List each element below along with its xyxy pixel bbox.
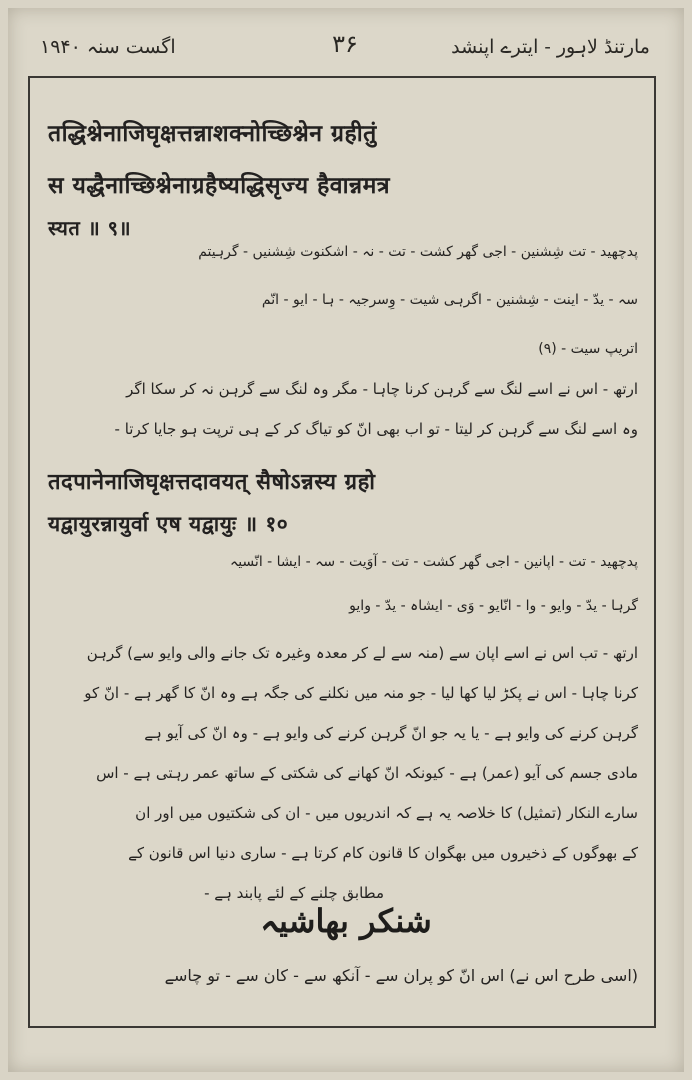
verse9-sanskrit-line2: स यद्धैनाच्छिश्नेनाग्रहैष्यद्धिसृज्य हैवान्नमत्र xyxy=(48,173,391,199)
verse9-urdu-line2: سہ - یدّ - اینت - شِشنین - اگرہی شیت - وِسرجیہ - ہا - ایو - انّم xyxy=(261,292,638,308)
verse10-meaning-line3: گرہن کرنے کی وایو ہے - یا یہ جو انّ گرہن کرنے کی وایو ہے - وہ انّ کی آیو ہے xyxy=(144,724,638,742)
verse10-meaning-line7: مطابق چلنے کے لئے پابند ہے - xyxy=(204,884,384,902)
verse10-meaning-line1: ارتھ - تب اس نے اسے اپان سے (منہ سے لے کر معدہ وغیرہ تک جانے والی وایو سے) گرہن xyxy=(86,644,638,662)
page-header xyxy=(30,30,660,70)
verse10-meaning-line6: کے بھوگوں کے ذخیروں میں بھگوان کا قانون کام کرتا ہے - ساری دنیا اس قانون کے xyxy=(128,844,638,862)
verse9-meaning-line2: وہ اسے لنگ سے گرہن کر لیتا - تو اب بھی انّ کو تیاگ کر کے ہی ترپت ہو جایا کرتا - xyxy=(114,420,638,438)
footer-line: (اسی طرح اس نے) اس انّ کو پران سے - آنکھ سے - کان سے - تو چاسے xyxy=(164,966,638,985)
scanned-page xyxy=(8,8,684,1072)
verse9-meaning-line1: ارتھ - اس نے اسے لنگ سے گرہن کرنا چاہا - مگر وہ لنگ سے گرہن نہ کر سکا اگر xyxy=(126,380,638,398)
verse9-sanskrit-line1: तद्धिश्नेनाजिघृक्षत्तन्नाशक्नोच्छिश्नेन ग्रहीतुं xyxy=(48,121,377,147)
verse10-meaning-line4: مادی جسم کی آیو (عمر) ہے - کیونکہ انّ کھانے کی شکتی کے ساتھ عمر رہتی ہے - اس xyxy=(96,764,638,782)
header-date: اگست سنہ ۱۹۴۰ xyxy=(40,36,176,58)
verse10-urdu-line2: گرہا - یدّ - وایو - وا - انّایو - وَی - ایشاہ - یدّ - وایو xyxy=(349,598,638,614)
page-number: ۳۶ xyxy=(332,30,358,58)
header-publication: مارتنڈ لاہور - ایترے اپنشد xyxy=(451,36,650,58)
verse9-sanskrit-line3: स्यत ॥ ९॥ xyxy=(48,216,132,240)
section-title: شنکر بھاشیہ xyxy=(260,902,432,940)
verse9-urdu-line3: اتریپ سیت - (۹) xyxy=(538,341,638,357)
verse10-urdu-line1: پدچھید - تت - اپانین - اجی گھر کشت - تت - آوَیت - سہ - ایشا - انّسیہ xyxy=(230,554,638,570)
verse10-meaning-line5: سارے النکار (تمثیل) کا خلاصہ یہ ہے کہ اندریوں میں - ان کی شکتیوں میں اور ان xyxy=(135,804,638,822)
verse10-meaning-line2: کرنا چاہا - اس نے پکڑ لیا کھا لیا - جو منہ میں نکلنے کی جگہ ہے وہ انّ کا گھر ہے - انّ کو xyxy=(84,684,638,702)
verse10-sanskrit-line2: यद्वायुरन्नायुर्वा एष यद्वायुः ॥ १० xyxy=(48,512,289,536)
verse9-urdu-line1: پدچھید - تت شِشنین - اجی گھر کشت - تت - نہ - اشکنوت شِشنیں - گرہیتم xyxy=(198,244,638,260)
verse10-sanskrit-line1: तदपानेनाजिघृक्षत्तदावयत् सैषोऽन्नस्य ग्रहो xyxy=(48,470,376,495)
